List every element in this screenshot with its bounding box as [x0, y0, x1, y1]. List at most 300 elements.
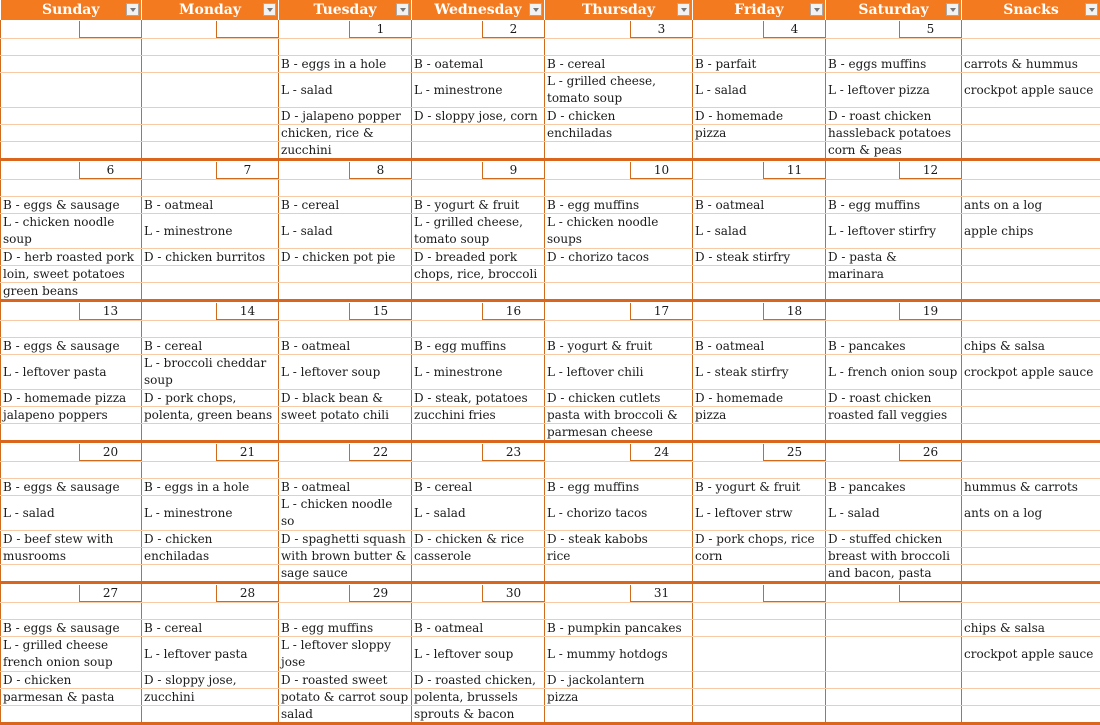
breakfast-cell[interactable]: B - eggs & sausage: [1, 338, 142, 355]
snack-cell[interactable]: [962, 283, 1100, 301]
lunch-cell[interactable]: L - leftover soup: [412, 637, 545, 672]
snack-cell[interactable]: [962, 301, 1100, 321]
breakfast-cell[interactable]: B - egg muffins: [545, 479, 693, 496]
filter-dropdown-icon[interactable]: [1085, 3, 1098, 16]
dinner-cell[interactable]: enchiladas: [142, 548, 279, 565]
dinner-cell[interactable]: [545, 142, 693, 160]
dinner-cell[interactable]: [142, 706, 279, 724]
dinner-cell[interactable]: D - pasta &: [826, 249, 962, 266]
lunch-cell[interactable]: L - minestrone: [412, 355, 545, 390]
dinner-cell[interactable]: D - jalapeno popper: [279, 108, 412, 125]
date-cell-friday[interactable]: [693, 20, 826, 39]
date-cell-wednesday[interactable]: [412, 442, 545, 462]
dinner-cell[interactable]: [142, 266, 279, 283]
empty-cell[interactable]: [142, 603, 279, 620]
empty-cell[interactable]: [1, 180, 142, 197]
empty-cell[interactable]: [279, 462, 412, 479]
breakfast-cell[interactable]: [142, 56, 279, 73]
dinner-cell[interactable]: sage sauce: [279, 565, 412, 583]
lunch-cell[interactable]: L - leftover pizza: [826, 73, 962, 108]
date-cell-friday[interactable]: [693, 160, 826, 180]
dinner-cell[interactable]: with brown butter &: [279, 548, 412, 565]
date-cell-monday[interactable]: [142, 20, 279, 39]
breakfast-cell[interactable]: [1, 56, 142, 73]
empty-cell[interactable]: [826, 603, 962, 620]
date-cell-sunday[interactable]: [1, 442, 142, 462]
dinner-cell[interactable]: [1, 424, 142, 442]
dinner-cell[interactable]: parmesan & pasta: [1, 689, 142, 706]
lunch-cell[interactable]: L - chicken noodle soups: [545, 214, 693, 249]
day-number: 26: [899, 444, 961, 461]
breakfast-cell[interactable]: B - eggs & sausage: [1, 479, 142, 496]
date-cell-monday[interactable]: [142, 301, 279, 321]
lunch-cell[interactable]: L - chorizo tacos: [545, 496, 693, 531]
dinner-cell[interactable]: D - homemade: [693, 390, 826, 407]
dinner-cell[interactable]: [693, 565, 826, 583]
dinner-cell[interactable]: and bacon, pasta: [826, 565, 962, 583]
date-cell-thursday[interactable]: [545, 583, 693, 603]
date-cell-saturday[interactable]: [826, 442, 962, 462]
breakfast-cell[interactable]: B - egg muffins: [279, 620, 412, 637]
date-cell-thursday[interactable]: [545, 301, 693, 321]
dinner-cell[interactable]: hassleback potatoes: [826, 125, 962, 142]
dinner-cell[interactable]: D - homemade pizza: [1, 390, 142, 407]
dinner-cell[interactable]: [545, 706, 693, 724]
lunch-cell[interactable]: L - leftover pasta: [1, 355, 142, 390]
empty-cell[interactable]: [1, 39, 142, 56]
breakfast-cell[interactable]: B - eggs & sausage: [1, 197, 142, 214]
dinner-cell[interactable]: [142, 108, 279, 125]
date-cell-tuesday[interactable]: [279, 160, 412, 180]
dinner-cell[interactable]: enchiladas: [545, 125, 693, 142]
dinner-cell[interactable]: D - sloppy jose, corn: [412, 108, 545, 125]
breakfast-cell[interactable]: B - eggs & sausage: [1, 620, 142, 637]
dinner-cell[interactable]: D - roast chicken: [826, 390, 962, 407]
day-number: 12: [899, 162, 961, 179]
lunch-cell[interactable]: L - minestrone: [142, 214, 279, 249]
dinner-cell[interactable]: [412, 565, 545, 583]
date-cell-sunday[interactable]: [1, 583, 142, 603]
header-row: [1, 0, 1100, 20]
date-cell-thursday[interactable]: [545, 20, 693, 39]
empty-cell[interactable]: [826, 39, 962, 56]
snack-cell[interactable]: [962, 160, 1100, 180]
dinner-cell[interactable]: breast with broccoli: [826, 548, 962, 565]
empty-cell[interactable]: [279, 603, 412, 620]
dinner-cell[interactable]: D - chicken & rice: [412, 531, 545, 548]
empty-cell[interactable]: [962, 603, 1100, 620]
snack-cell[interactable]: ants on a log: [962, 197, 1100, 214]
empty-cell[interactable]: [1, 462, 142, 479]
dinner-cell[interactable]: chicken, rice &: [279, 125, 412, 142]
column-header-label: Snacks: [1003, 0, 1058, 20]
date-cell-wednesday[interactable]: [412, 160, 545, 180]
date-cell-monday[interactable]: [142, 583, 279, 603]
snack-cell[interactable]: [962, 125, 1100, 142]
dinner-cell[interactable]: [693, 424, 826, 442]
lunch-cell[interactable]: L - grilled cheese french onion soup: [1, 637, 142, 672]
dinner-cell[interactable]: [279, 283, 412, 301]
dinner-cell[interactable]: green beans: [1, 283, 142, 301]
empty-cell[interactable]: [412, 39, 545, 56]
filter-dropdown-icon[interactable]: [396, 3, 409, 16]
dinner-cell[interactable]: [142, 142, 279, 160]
lunch-cell[interactable]: L - leftover stirfry: [826, 214, 962, 249]
breakfast-cell[interactable]: B - cereal: [545, 56, 693, 73]
dinner-cell[interactable]: [412, 125, 545, 142]
dinner-cell[interactable]: rice: [545, 548, 693, 565]
snack-cell[interactable]: [962, 266, 1100, 283]
lunch-cell[interactable]: L - leftover chili: [545, 355, 693, 390]
dinner-cell[interactable]: [826, 706, 962, 724]
breakfast-cell[interactable]: B - oatmeal: [693, 338, 826, 355]
lunch-cell[interactable]: L - leftover strw: [693, 496, 826, 531]
dinner-cell[interactable]: salad: [279, 706, 412, 724]
snack-cell[interactable]: [962, 583, 1100, 603]
breakfast-cell[interactable]: B - oatmeal: [279, 338, 412, 355]
dinner-cell[interactable]: [142, 565, 279, 583]
day-number: 1: [349, 21, 411, 38]
dinner-cell[interactable]: loin, sweet potatoes: [1, 266, 142, 283]
empty-cell[interactable]: [142, 180, 279, 197]
dinner-cell[interactable]: D - stuffed chicken: [826, 531, 962, 548]
snack-cell[interactable]: ants on a log: [962, 496, 1100, 531]
dinner-cell[interactable]: pizza: [693, 407, 826, 424]
dinner-cell[interactable]: [693, 142, 826, 160]
lunch-cell[interactable]: L - chicken noodle so: [279, 496, 412, 531]
empty-cell[interactable]: [545, 462, 693, 479]
dinner-cell[interactable]: sprouts & bacon: [412, 706, 545, 724]
dinner-cell[interactable]: D - chicken cutlets: [545, 390, 693, 407]
dinner-cell[interactable]: [279, 424, 412, 442]
breakfast-cell[interactable]: B - eggs in a hole: [142, 479, 279, 496]
date-cell-wednesday[interactable]: [412, 301, 545, 321]
breakfast-cell[interactable]: B - oatemal: [412, 56, 545, 73]
empty-cell[interactable]: [279, 321, 412, 338]
dinner-cell[interactable]: pizza: [693, 125, 826, 142]
breakfast-cell[interactable]: B - eggs muffins: [826, 56, 962, 73]
empty-cell[interactable]: [693, 462, 826, 479]
snack-cell[interactable]: crockpot apple sauce: [962, 355, 1100, 390]
dinner-cell[interactable]: [826, 283, 962, 301]
lunch-cell[interactable]: L - salad: [693, 214, 826, 249]
date-cell-thursday[interactable]: [545, 442, 693, 462]
dinner-cell[interactable]: [693, 706, 826, 724]
dinner-cell[interactable]: zucchini fries: [412, 407, 545, 424]
snack-cell[interactable]: [962, 706, 1100, 724]
lunch-cell[interactable]: L - minestrone: [412, 73, 545, 108]
snack-cell[interactable]: [962, 108, 1100, 125]
date-cell-friday[interactable]: [693, 442, 826, 462]
empty-cell[interactable]: [142, 462, 279, 479]
empty-cell[interactable]: [962, 321, 1100, 338]
empty-cell[interactable]: [1, 321, 142, 338]
dinner-cell[interactable]: polenta, brussels: [412, 689, 545, 706]
empty-cell[interactable]: [412, 603, 545, 620]
lunch-cell[interactable]: L - steak stirfry: [693, 355, 826, 390]
dinner-cell[interactable]: [412, 424, 545, 442]
empty-cell[interactable]: [545, 321, 693, 338]
empty-cell[interactable]: [826, 462, 962, 479]
empty-cell[interactable]: [962, 462, 1100, 479]
breakfast-cell[interactable]: B - yogurt & fruit: [545, 338, 693, 355]
empty-cell[interactable]: [826, 180, 962, 197]
empty-cell[interactable]: [962, 39, 1100, 56]
dinner-cell[interactable]: D - chorizo tacos: [545, 249, 693, 266]
dinner-cell[interactable]: D - roasted chicken,: [412, 672, 545, 689]
date-cell-tuesday[interactable]: [279, 301, 412, 321]
day-number: 22: [349, 444, 411, 461]
dinner-cell[interactable]: [1, 108, 142, 125]
lunch-cell[interactable]: L - salad: [826, 496, 962, 531]
dinner-cell[interactable]: D - jackolantern: [545, 672, 693, 689]
lunch-cell[interactable]: L - leftover soup: [279, 355, 412, 390]
date-cell-saturday[interactable]: [826, 20, 962, 39]
date-cell-saturday[interactable]: [826, 583, 962, 603]
filter-dropdown-icon[interactable]: [126, 3, 139, 16]
empty-cell[interactable]: [826, 321, 962, 338]
breakfast-cell[interactable]: B - pancakes: [826, 479, 962, 496]
dinner-cell[interactable]: chops, rice, broccoli: [412, 266, 545, 283]
date-cell-wednesday[interactable]: [412, 20, 545, 39]
dinner-cell[interactable]: [279, 266, 412, 283]
lunch-cell[interactable]: [142, 73, 279, 108]
dinner-cell[interactable]: [142, 424, 279, 442]
dinner-cell[interactable]: [545, 266, 693, 283]
filter-dropdown-icon[interactable]: [529, 3, 542, 16]
dinner-cell[interactable]: D - chicken burritos: [142, 249, 279, 266]
empty-cell[interactable]: [412, 180, 545, 197]
date-cell-monday[interactable]: [142, 442, 279, 462]
date-cell-thursday[interactable]: [545, 160, 693, 180]
date-cell-saturday[interactable]: [826, 160, 962, 180]
dinner-cell[interactable]: D - roast chicken: [826, 108, 962, 125]
lunch-cell[interactable]: L - french onion soup: [826, 355, 962, 390]
dinner-cell[interactable]: D - chicken pot pie: [279, 249, 412, 266]
dinner-cell[interactable]: D - pork chops,: [142, 390, 279, 407]
lunch-cell[interactable]: L - salad: [693, 73, 826, 108]
dinner-cell[interactable]: [693, 266, 826, 283]
dinner-cell[interactable]: [545, 283, 693, 301]
empty-cell[interactable]: [279, 180, 412, 197]
dinner-cell[interactable]: musrooms: [1, 548, 142, 565]
dinner-cell[interactable]: D - sloppy jose,: [142, 672, 279, 689]
dinner-cell[interactable]: [826, 672, 962, 689]
empty-cell[interactable]: [693, 180, 826, 197]
breakfast-cell[interactable]: B - oatmeal: [693, 197, 826, 214]
breakfast-cell[interactable]: B - pancakes: [826, 338, 962, 355]
dinner-cell[interactable]: polenta, green beans: [142, 407, 279, 424]
dinner-cell[interactable]: [693, 672, 826, 689]
empty-cell[interactable]: [142, 39, 279, 56]
snack-cell[interactable]: [962, 442, 1100, 462]
snack-cell[interactable]: [962, 565, 1100, 583]
dinner-cell[interactable]: [693, 283, 826, 301]
snack-cell[interactable]: [962, 424, 1100, 442]
empty-cell[interactable]: [545, 603, 693, 620]
snack-cell[interactable]: [962, 689, 1100, 706]
snack-cell[interactable]: [962, 407, 1100, 424]
lunch-cell[interactable]: L - grilled cheese, tomato soup: [412, 214, 545, 249]
breakfast-cell[interactable]: [693, 620, 826, 637]
snack-cell[interactable]: apple chips: [962, 214, 1100, 249]
dinner-cell[interactable]: D - black bean &: [279, 390, 412, 407]
dinner-cell[interactable]: D - chicken: [545, 108, 693, 125]
dinner-cell[interactable]: D - chicken: [142, 531, 279, 548]
breakfast-cell[interactable]: B - egg muffins: [545, 197, 693, 214]
snack-cell[interactable]: [962, 142, 1100, 160]
dinner-cell[interactable]: zucchini: [142, 689, 279, 706]
breakfast-cell[interactable]: B - yogurt & fruit: [412, 197, 545, 214]
snack-cell[interactable]: [962, 548, 1100, 565]
breakfast-cell[interactable]: B - cereal: [412, 479, 545, 496]
snack-cell[interactable]: carrots & hummus: [962, 56, 1100, 73]
dinner-cell[interactable]: D - steak kabobs: [545, 531, 693, 548]
dinner-cell[interactable]: pasta with broccoli &: [545, 407, 693, 424]
dinner-cell[interactable]: [693, 689, 826, 706]
dinner-cell[interactable]: casserole: [412, 548, 545, 565]
empty-cell[interactable]: [412, 321, 545, 338]
date-cell-monday[interactable]: [142, 160, 279, 180]
snack-cell[interactable]: [962, 531, 1100, 548]
snack-cell[interactable]: [962, 672, 1100, 689]
breakfast-cell[interactable]: B - cereal: [142, 620, 279, 637]
empty-cell[interactable]: [962, 180, 1100, 197]
snack-cell[interactable]: chips & salsa: [962, 620, 1100, 637]
filter-dropdown-icon[interactable]: [810, 3, 823, 16]
snack-cell[interactable]: [962, 249, 1100, 266]
empty-cell[interactable]: [412, 462, 545, 479]
dinner-cell[interactable]: corn: [693, 548, 826, 565]
breakfast-cell[interactable]: B - oatmeal: [142, 197, 279, 214]
snack-cell[interactable]: crockpot apple sauce: [962, 73, 1100, 108]
lunch-cell[interactable]: L - broccoli cheddar soup: [142, 355, 279, 390]
dinner-cell[interactable]: D - pork chops, rice: [693, 531, 826, 548]
dinner-cell[interactable]: [142, 125, 279, 142]
dinner-cell[interactable]: [142, 283, 279, 301]
date-cell-tuesday[interactable]: [279, 583, 412, 603]
dinner-cell[interactable]: D - herb roasted pork: [1, 249, 142, 266]
dinner-cell[interactable]: [1, 125, 142, 142]
lunch-cell[interactable]: L - salad: [412, 496, 545, 531]
lunch-cell[interactable]: L - salad: [279, 73, 412, 108]
breakfast-cell[interactable]: B - cereal: [142, 338, 279, 355]
lunch-cell[interactable]: [693, 637, 826, 672]
empty-cell[interactable]: [1, 603, 142, 620]
lunch-cell[interactable]: L - leftover sloppy jose: [279, 637, 412, 672]
snack-cell[interactable]: hummus & carrots: [962, 479, 1100, 496]
dinner-cell[interactable]: D - roasted sweet: [279, 672, 412, 689]
lunch-cell[interactable]: L - salad: [1, 496, 142, 531]
dinner-cell[interactable]: D - steak stirfry: [693, 249, 826, 266]
date-cell-friday[interactable]: [693, 583, 826, 603]
dinner-cell[interactable]: [412, 283, 545, 301]
date-cell-tuesday[interactable]: [279, 20, 412, 39]
column-header-friday: [693, 0, 826, 20]
dinner-cell[interactable]: zucchini: [279, 142, 412, 160]
dinner-cell[interactable]: D - chicken: [1, 672, 142, 689]
empty-cell[interactable]: [545, 39, 693, 56]
breakfast-cell[interactable]: B - eggs in a hole: [279, 56, 412, 73]
date-cell-wednesday[interactable]: [412, 583, 545, 603]
dinner-cell[interactable]: [412, 142, 545, 160]
dinner-cell[interactable]: [1, 565, 142, 583]
dinner-cell[interactable]: [1, 706, 142, 724]
dinner-cell[interactable]: sweet potato chili: [279, 407, 412, 424]
dinner-cell[interactable]: [826, 424, 962, 442]
date-cell-sunday[interactable]: [1, 20, 142, 39]
dinner-cell[interactable]: D - homemade: [693, 108, 826, 125]
dinner-cell[interactable]: potato & carrot soup: [279, 689, 412, 706]
column-header-label: Saturday: [858, 0, 928, 20]
filter-dropdown-icon[interactable]: [677, 3, 690, 16]
empty-cell[interactable]: [693, 603, 826, 620]
date-cell-friday[interactable]: [693, 301, 826, 321]
snack-cell[interactable]: chips & salsa: [962, 338, 1100, 355]
dinner-cell[interactable]: D - beef stew with: [1, 531, 142, 548]
dinner-cell[interactable]: marinara: [826, 266, 962, 283]
lunch-cell[interactable]: L - mummy hotdogs: [545, 637, 693, 672]
lunch-cell[interactable]: [826, 637, 962, 672]
breakfast-cell[interactable]: B - oatmeal: [412, 620, 545, 637]
filter-dropdown-icon[interactable]: [946, 3, 959, 16]
dinner-cell[interactable]: D - spaghetti squash: [279, 531, 412, 548]
column-header-label: Tuesday: [313, 0, 376, 20]
date-cell-sunday[interactable]: [1, 160, 142, 180]
dinner-cell[interactable]: corn & peas: [826, 142, 962, 160]
dinner-cell[interactable]: parmesan cheese: [545, 424, 693, 442]
lunch-cell[interactable]: L - minestrone: [142, 496, 279, 531]
dinner-cell[interactable]: D - steak, potatoes: [412, 390, 545, 407]
lunch-cell[interactable]: L - leftover pasta: [142, 637, 279, 672]
column-header-tuesday: [279, 0, 412, 20]
filter-dropdown-icon[interactable]: [263, 3, 276, 16]
snack-cell[interactable]: crockpot apple sauce: [962, 637, 1100, 672]
empty-cell[interactable]: [142, 321, 279, 338]
dinner-cell[interactable]: jalapeno poppers: [1, 407, 142, 424]
dinner-cell[interactable]: pizza: [545, 689, 693, 706]
empty-cell[interactable]: [693, 39, 826, 56]
date-cell-saturday[interactable]: [826, 301, 962, 321]
breakfast-cell[interactable]: B - egg muffins: [826, 197, 962, 214]
snack-cell[interactable]: [962, 20, 1100, 39]
lunch-cell[interactable]: L - chicken noodle soup: [1, 214, 142, 249]
breakfast-cell[interactable]: [826, 620, 962, 637]
column-header-thursday: [545, 0, 693, 20]
dinner-cell[interactable]: D - breaded pork: [412, 249, 545, 266]
breakfast-cell[interactable]: B - yogurt & fruit: [693, 479, 826, 496]
breakfast-cell[interactable]: B - cereal: [279, 197, 412, 214]
date-cell-tuesday[interactable]: [279, 442, 412, 462]
date-cell-sunday[interactable]: [1, 301, 142, 321]
empty-cell[interactable]: [545, 180, 693, 197]
breakfast-cell[interactable]: B - pumpkin pancakes: [545, 620, 693, 637]
dinner-cell[interactable]: [545, 565, 693, 583]
column-header-sunday: [1, 0, 142, 20]
snack-cell[interactable]: [962, 390, 1100, 407]
lunch-cell[interactable]: L - grilled cheese, tomato soup: [545, 73, 693, 108]
breakfast-cell[interactable]: B - oatmeal: [279, 479, 412, 496]
lunch-cell[interactable]: [1, 73, 142, 108]
empty-cell[interactable]: [693, 321, 826, 338]
breakfast-cell[interactable]: B - egg muffins: [412, 338, 545, 355]
dinner-cell[interactable]: [1, 142, 142, 160]
breakfast-cell[interactable]: B - parfait: [693, 56, 826, 73]
dinner-cell[interactable]: roasted fall veggies: [826, 407, 962, 424]
dinner-cell[interactable]: [826, 689, 962, 706]
lunch-cell[interactable]: L - salad: [279, 214, 412, 249]
empty-cell[interactable]: [279, 39, 412, 56]
